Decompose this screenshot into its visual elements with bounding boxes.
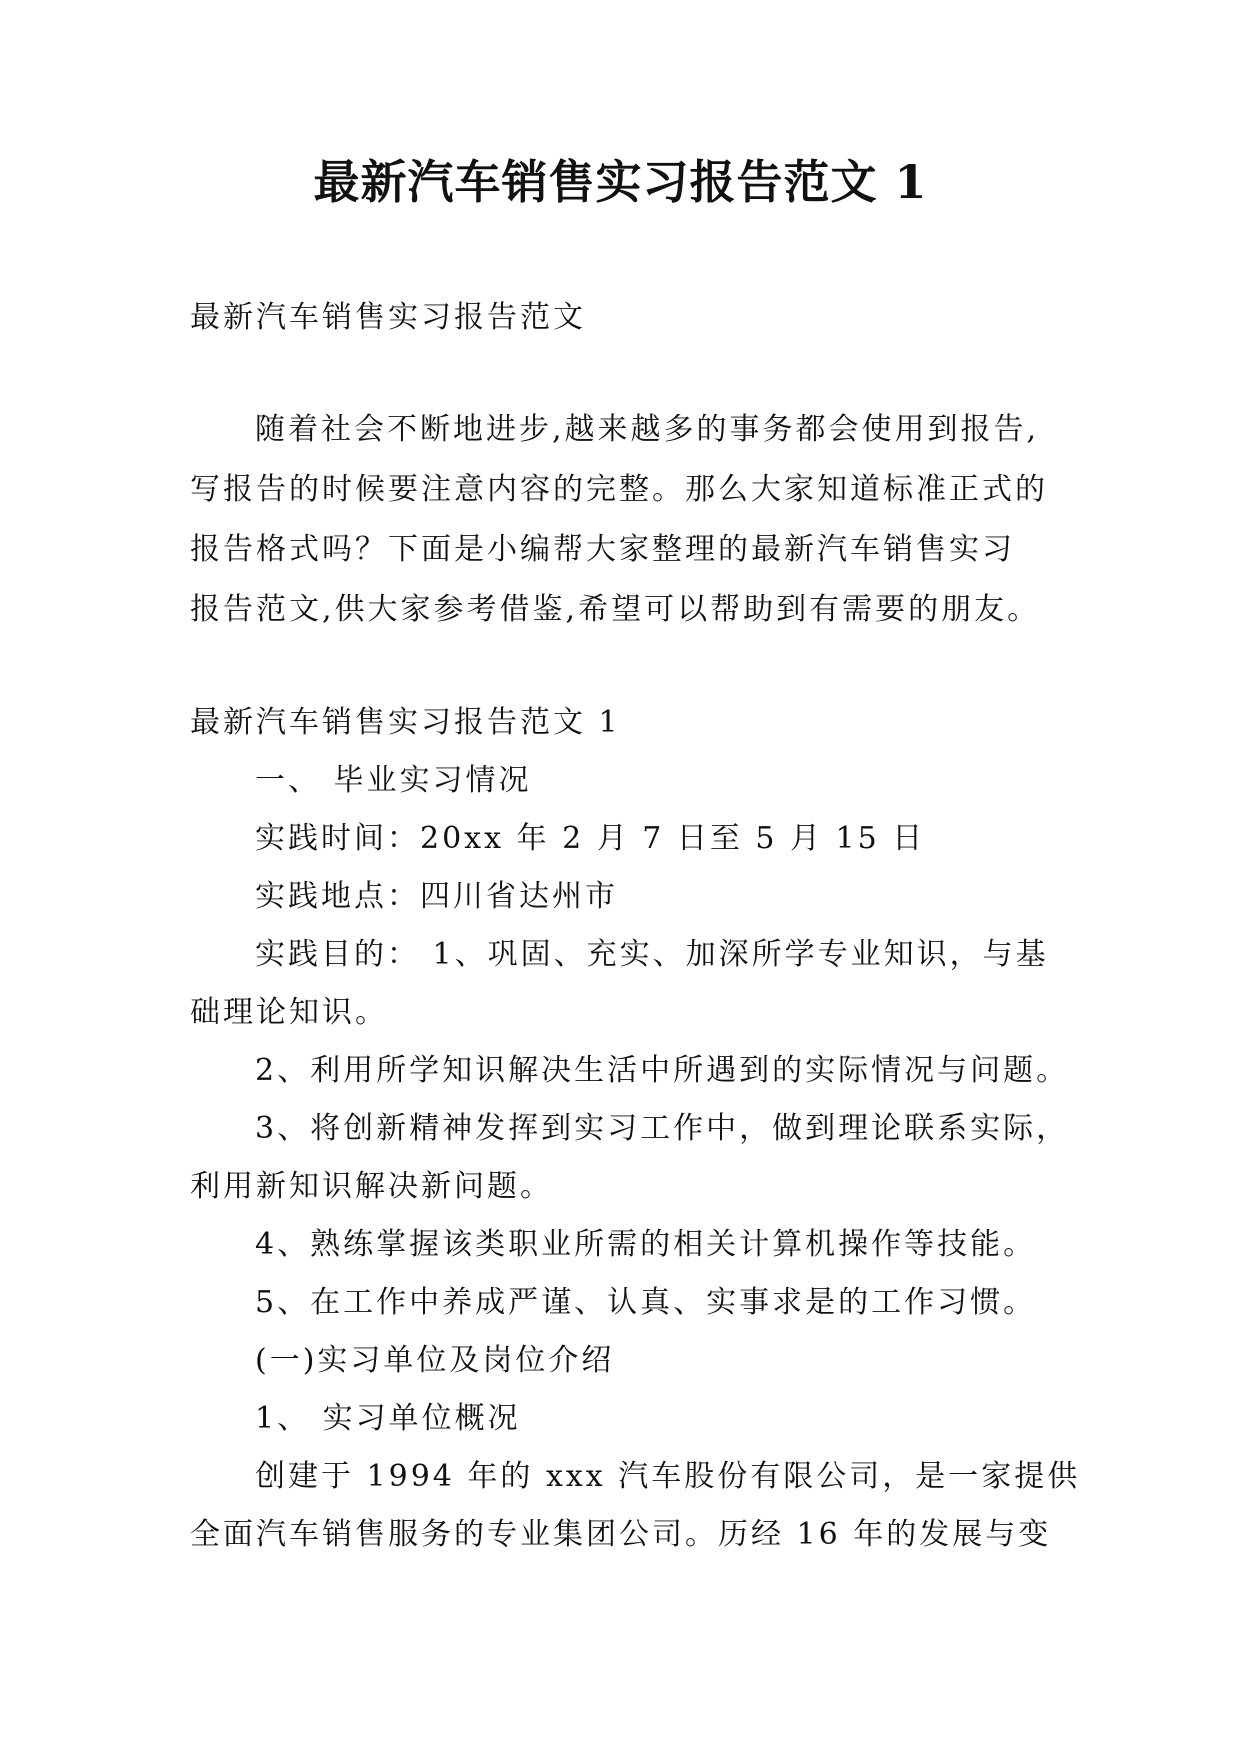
heading-unit-overview: 1、 实习单位概况 [255,1401,521,1436]
practice-goal-line-2: 础理论知识。 [190,995,388,1030]
goal-item-3-line-1: 3、将创新精神发挥到实习工作中，做到理论联系实际， [255,1111,1070,1146]
goal-item-4: 4、熟练掌握该类职业所需的相关计算机操作等技能。 [255,1227,1037,1262]
company-line-2: 全面汽车销售服务的专业集团公司。历经 16 年的发展与变 [190,1517,1052,1552]
practice-time: 实践时间：20xx 年 2 月 7 日至 5 月 15 日 [255,821,926,856]
heading-internship-status: 一、 毕业实习情况 [255,763,532,798]
practice-location: 实践地点：四川省达州市 [255,879,618,914]
goal-item-5: 5、在工作中养成严谨、认真、实事求是的工作习惯。 [255,1285,1037,1320]
subtitle-line: 最新汽车销售实习报告范文 [190,300,586,335]
heading-unit-intro: (一)实习单位及岗位介绍 [255,1343,615,1378]
goal-item-3-line-2: 利用新知识解决新问题。 [190,1169,553,1204]
intro-line-2: 写报告的时候要注意内容的完整。那么大家知道标准正式的 [190,472,1048,507]
company-line-1: 创建于 1994 年的 xxx 汽车股份有限公司，是一家提供 [255,1459,1081,1494]
goal-item-2: 2、利用所学知识解决生活中所遇到的实际情况与问题。 [255,1053,1070,1088]
practice-goal-line-1: 实践目的： 1、巩固、充实、加深所学专业知识，与基 [255,937,1049,972]
intro-line-1: 随着社会不断地进步,越来越多的事务都会使用到报告, [255,412,1040,447]
intro-line-3: 报告格式吗？下面是小编帮大家整理的最新汽车销售实习 [190,532,1015,567]
section-heading: 最新汽车销售实习报告范文 1 [190,705,621,740]
intro-line-4: 报告范文,供大家参考借鉴,希望可以帮助到有需要的朋友。 [190,592,1041,627]
document-title: 最新汽车销售实习报告范文 1 [313,155,928,209]
